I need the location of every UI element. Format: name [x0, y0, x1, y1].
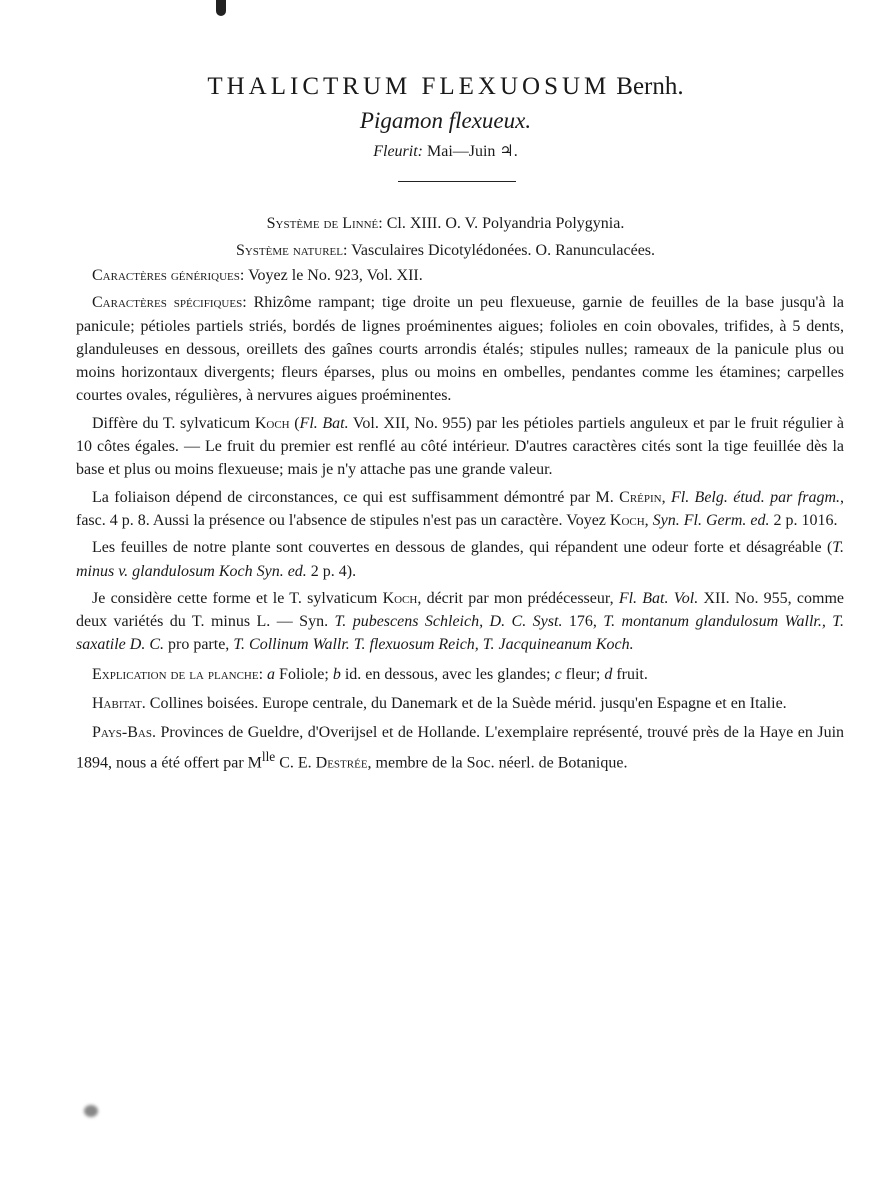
text-run: , décrit par mon prédécesseur, [417, 589, 619, 607]
system-linne-line [0, 213, 891, 235]
reference-italic: Fl. Bat. [299, 414, 349, 432]
figure-letter: b [332, 665, 341, 683]
divider-rule [398, 181, 516, 182]
plate-explanation-paragraph [76, 663, 844, 686]
title-superscript: lle [261, 748, 276, 764]
ink-spot [84, 1105, 98, 1117]
differs-paragraph [76, 412, 844, 482]
text-run: 2 p. 4). [306, 562, 357, 580]
specific-characters-label: Caractères spécifiques: [92, 294, 247, 312]
text-run: Je considère cette forme et le T. sylvaticum [92, 589, 383, 607]
flowering-label: Fleurit: [373, 143, 423, 160]
text-run: , [661, 488, 671, 506]
generic-characters-label: Caractères génériques: [92, 267, 245, 284]
text-run: Vol. XII, No. 955) par les pétioles partiels anguleux et par le fruit régulier à 10 côtes égales. — Le fruit du premier est renflé au côté intérieur. D'autres caractères cités sont la tige feuillée dès la base et plus ou moins flexueuse; mais je n'y attache pas une grande valeur. [76, 414, 845, 479]
synonym-italic: T. Collinum Wallr. T. flexuosum Reich, T. Jacquineanum Koch. [233, 636, 634, 654]
specific-characters-text: Rhizôme rampant; tige droite un peu flexueuse, garnie de feuilles de la base jusqu'à la panicule; pétioles partiels striés, bordés de lignes proéminentes aigues; folioles en coin obovales, trifides, à 5 dents, glanduleuses en dessous, oreillets des gaînes courts arrondis étalés; stipules nulles; rameaux de la panicule plus ou moins horizontaux divergents; fleurs éparses, plus ou moins en ombelles, pendantes comme les étamines; carpelles courtes ovales, régulières, à nervures aigues proéminentes. [76, 294, 844, 405]
text-run: ( [289, 414, 300, 432]
text-run: fruit. [612, 665, 648, 683]
system-naturel-line [0, 240, 891, 262]
text-run: pro parte, [164, 636, 234, 654]
page-title [0, 72, 891, 102]
author-name: Koch [254, 414, 290, 432]
varieties-paragraph [76, 587, 844, 657]
author-name: Koch [382, 589, 418, 607]
netherlands-paragraph [76, 721, 844, 774]
generic-characters-paragraph [76, 264, 844, 287]
flowering-value: Mai—Juin ♃. [426, 143, 518, 160]
figure-letter: c [554, 665, 562, 683]
text-run: C. E. [275, 753, 316, 771]
foliaison-paragraph [76, 486, 844, 533]
reference-italic: Fl. Bat. Vol. [618, 589, 699, 607]
plate-explanation-label: Explication de la planche: [92, 665, 264, 683]
text-run: 2 p. 1016. [769, 511, 838, 529]
text-run: XII. No. 955, comme deux variétés du T. minus L. — Syn. [76, 589, 845, 631]
habitat-text: Collines boisées. Europe centrale, du Danemark et de la Suède mérid. jusqu'en Espagne et en Italie. [149, 695, 787, 713]
title-latin-name: THALICTRUM FLEXUOSUM [207, 73, 611, 100]
reference-italic: T. minus v. glandulosum Koch Syn. ed. [76, 539, 844, 580]
description-body [76, 264, 844, 778]
text-run: Diffère du T. sylvaticum [92, 414, 255, 432]
figure-letter: a [267, 665, 276, 683]
system-linne-label: Système de Linné: [266, 215, 383, 232]
text-run: Les feuilles de notre plante sont couvertes en dessous de glandes, qui répandent une odeur forte et désagréable ( [92, 539, 833, 557]
text-run: , fasc. 4 p. 8. Aussi la présence ou l'absence de stipules n'est pas un caractère. Voyez [76, 488, 845, 529]
system-linne-value: Cl. XIII. O. V. Polyandria Polygynia. [386, 215, 625, 232]
system-naturel-value: Vasculaires Dicotylédonées. O. Ranunculacées. [351, 242, 656, 259]
author-name: Crépin [619, 488, 662, 506]
leaves-paragraph [76, 536, 844, 583]
donor-name: Destrée [315, 753, 368, 771]
ink-spot [216, 0, 226, 16]
text-run: fleur; [561, 665, 605, 683]
netherlands-label: Pays-Bas. [92, 724, 156, 742]
specific-characters-paragraph [76, 291, 844, 407]
text-run: 176, [562, 613, 604, 631]
flowering-period [0, 141, 891, 163]
reference-italic: Fl. Belg. étud. par fragm. [670, 488, 841, 506]
synonym-italic: T. pubescens Schleich, D. C. Syst. [334, 613, 563, 631]
habitat-label: Habitat. [92, 695, 146, 713]
system-naturel-label: Système naturel: [235, 242, 348, 259]
generic-characters-text: Voyez le No. 923, Vol. XII. [248, 267, 423, 284]
title-author: Bernh. [616, 73, 684, 100]
habitat-paragraph [76, 692, 844, 715]
text-run: , [644, 511, 653, 529]
text-run: Foliole; [275, 665, 333, 683]
text-run: Provinces de Gueldre, d'Overijsel et de Hollande. L'exemplaire représenté, trouvé près de la Haye en Juin 1894, nous a été offert par M [76, 724, 845, 771]
french-name: Pigamon flexueux. [359, 108, 532, 133]
text-run: La foliaison dépend de circonstances, ce qui est suffisamment démontré par M. [92, 488, 620, 506]
reference-italic: Syn. Fl. Germ. ed. [652, 511, 770, 529]
text-run: id. en dessous, avec les glandes; [340, 665, 555, 683]
author-name: Koch [609, 511, 645, 529]
figure-letter: d [604, 665, 613, 683]
text-run: , membre de la Soc. néerl. de Botanique. [367, 753, 628, 771]
synonym-italic: T. montanum glandulosum Wallr., T. saxatile D. C. [76, 613, 845, 654]
